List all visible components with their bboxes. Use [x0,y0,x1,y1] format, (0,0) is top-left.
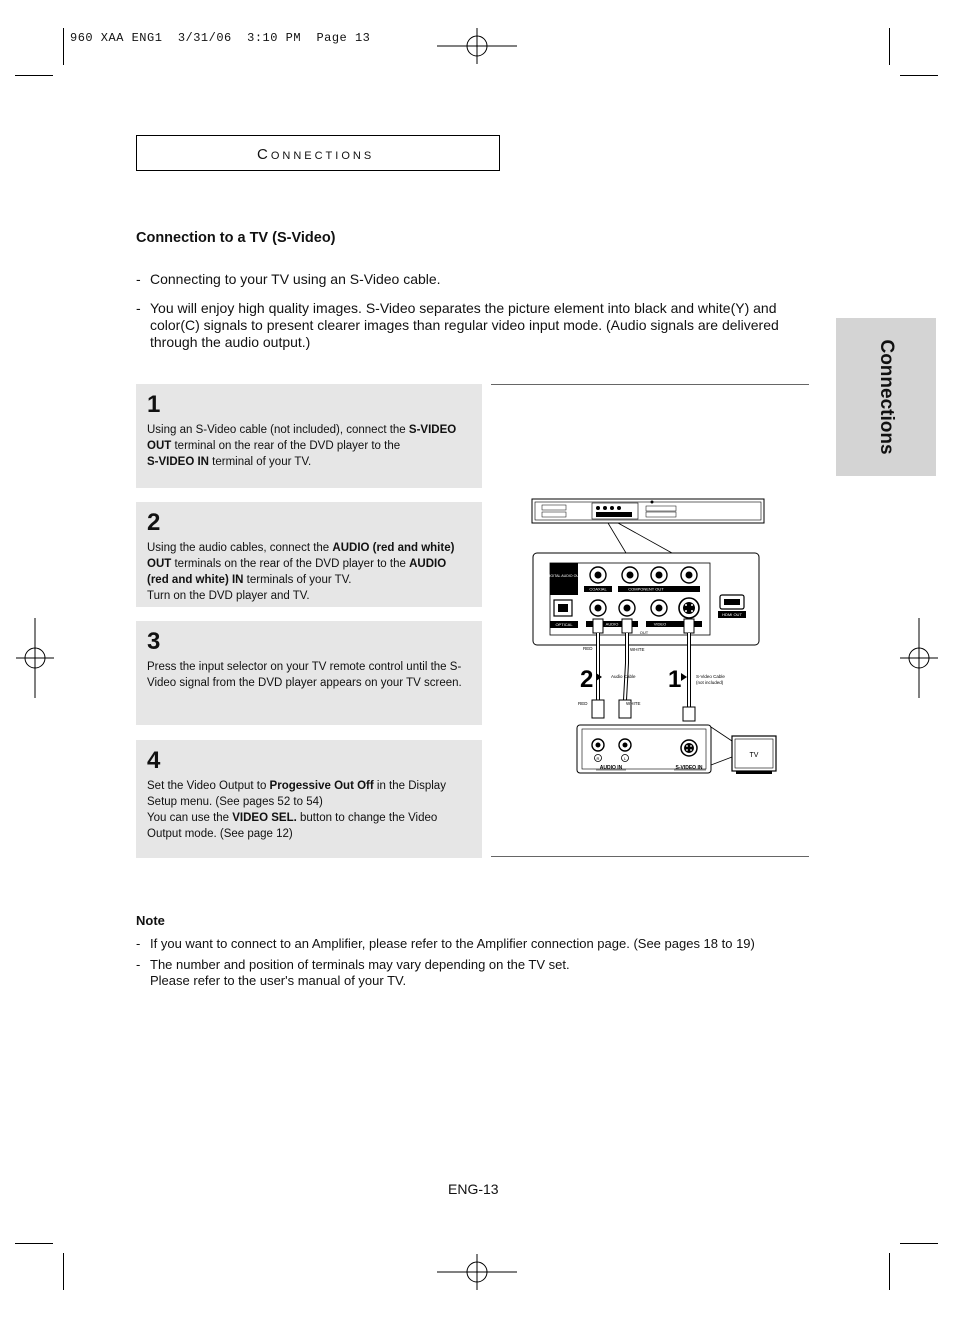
label-audio-cable: Audio Cable [611,674,636,679]
step-text-bold: VIDEO SEL. [232,812,297,824]
label-video: VIDEO [653,621,667,627]
label-coaxial: COAXIAL [589,586,607,592]
label-r: R [596,756,600,761]
registration-mark-left [16,618,54,698]
step-text-run: terminals of your TV. [243,574,352,586]
step-marker-arrow-icon [681,673,687,681]
step-text-run: terminal on the rear of the DVD player to the [171,440,401,452]
step-text [147,540,471,604]
note-title: Note [136,913,165,928]
bullet-dash: - [136,271,141,287]
step-text [147,778,471,842]
tv-rear-panel [577,725,711,773]
crop-mark [15,75,53,76]
crop-mark [900,1243,938,1244]
label-audio-in: AUDIO IN [599,765,623,771]
label-out: OUT [639,630,649,635]
step-number: 1 [147,391,161,418]
step-text-run: You can use the [147,812,233,824]
label-svideo-cable: S-Video Cable [696,674,725,679]
step-number: 3 [147,628,161,655]
side-tab [836,318,936,476]
label-component-out: COMPONENT OUT [628,586,664,592]
bullet-dash: - [136,936,141,951]
bullet-text: Connecting to your TV using an S-Video cable. [150,271,441,287]
registration-mark-top [437,28,517,64]
dvd-player-rear [532,499,764,523]
step-text-bold: Progessive Out Off [269,780,374,792]
step-marker-1: 1 [668,666,682,693]
step-marker-2: 2 [580,666,594,693]
tv-icon [732,736,776,774]
step-text-run: Using an S-Video cable (not included), connect the [147,424,409,436]
diagram-bottom-rule [491,856,809,857]
label-tv: TV [749,752,759,759]
step-panel-3 [136,621,482,725]
page-number: ENG-13 [448,1181,499,1197]
step-text-bold: AUDIO (red and white) OUT [147,542,455,570]
step-panel-4 [136,740,482,858]
label-l: L [623,756,627,761]
step-panel-2 [136,502,482,607]
crop-mark [15,1243,53,1244]
label-not-included: (not included) [696,680,724,685]
step-text-run: Press the input selector on your TV remote control until the S-Video signal from the DVD player appears on your TV screen. [147,661,462,689]
label-audio: AUDIO [605,621,619,627]
crop-mark [900,75,938,76]
note-text: If you want to connect to an Amplifier, please refer to the Amplifier connection page. (See pages 18 to 19) [150,936,755,951]
section-title-box [136,135,500,171]
rear-panel-closeup [533,553,759,645]
print-header: 960 XAA ENG1 3/31/06 3:10 PM Page 13 [70,31,371,45]
step-number: 4 [147,747,161,774]
label-hdmi-out: HDMI OUT [722,612,742,617]
diagram-top-rule [491,384,809,385]
label-optical: OPTICAL [555,622,573,627]
connection-diagram [526,495,786,785]
bullet-dash: - [136,300,141,316]
label-digital-audio-out: DIGITAL AUDIO OUT [546,574,582,578]
step-text-bold: S-VIDEO OUT [147,424,457,452]
registration-mark-right [900,618,938,698]
crop-mark [889,28,890,65]
crop-mark [63,28,64,65]
step-text-bold: AUDIO (red and white) IN [147,558,447,586]
step-text-run: terminals on the rear of the DVD player to the [171,558,410,570]
subheading: Connection to a TV (S-Video) [136,230,336,246]
note-text: The number and position of terminals may vary depending on the TV set. Please refer to the user's manual of your TV. [150,957,570,988]
step-text-run: Turn on the DVD player and TV. [147,590,310,602]
label-red-bottom: RED [578,701,588,706]
step-text-run: in the Display Setup menu. (See pages 52 to 54) [147,780,446,808]
step-text-run: button to change the Video Output mode. (See page 12) [147,812,438,840]
step-text-run: Using the audio cables, connect the [147,542,333,554]
registration-mark-bottom [437,1254,517,1290]
label-svideo-in: S-VIDEO IN [675,765,703,771]
step-text-run: terminal of your TV. [208,456,312,468]
step-number: 2 [147,509,161,536]
step-text [147,422,471,470]
bullet-dash: - [136,957,141,972]
crop-mark [63,1253,64,1290]
step-text-run: Set the Video Output to [147,780,270,792]
step-panel-1 [136,384,482,488]
side-tab-label: Connections [876,339,897,455]
label-red-top: RED [583,646,593,651]
label-white-top: WHITE [630,647,645,652]
section-title: Connections [257,146,375,163]
step-text [147,659,471,691]
label-white-bottom: WHITE [626,701,641,706]
crop-mark [889,1253,890,1290]
bullet-text: You will enjoy high quality images. S-Video separates the picture element into black and white(Y) and color(C) signals to present clearer images than regular video input mode. (Audio signals are delivered through the audio output.) [150,300,779,350]
step-text-bold: S-VIDEO IN [147,456,209,468]
